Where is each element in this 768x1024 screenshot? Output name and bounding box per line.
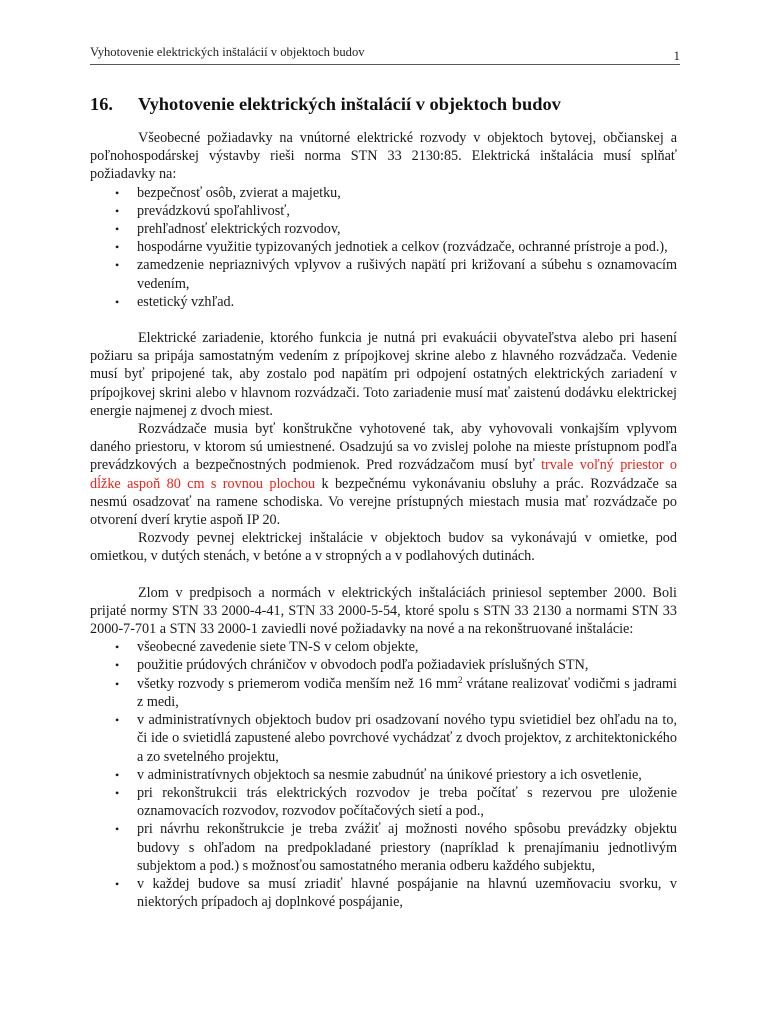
- list-item-text: bezpečnosť osôb, zvierat a majetku,: [137, 184, 341, 201]
- chapter-number: 16.: [90, 94, 113, 114]
- bullet-icon: •: [115, 876, 120, 891]
- running-title: Vyhotovenie elektrických inštalácií v objektoch budov: [90, 45, 365, 59]
- list-item-text: hospodárne využitie typizovaných jednotiek a celkov (rozvádzače, ochranné prístroje a pod.),: [137, 239, 668, 256]
- running-header: [90, 44, 680, 64]
- list-item-text: v každej budove sa musí zriadiť hlavné pospájanie na hlavnú uzemňovaciu svorku, v niektorých prípadoch aj doplnkové pospájanie,: [137, 875, 677, 911]
- list-item: [90, 820, 677, 875]
- paragraph-general-requirements: Všeobecné požiadavky na vnútorné elektrické rozvody v objektoch bytovej, občianskej a poľnohospodárskej výstavby rieši norma STN 33 2130:85. Elektrická inštalácia musí splňať požiadavky na:: [90, 130, 677, 183]
- list-item: [90, 220, 677, 238]
- bullet-icon: •: [115, 658, 120, 673]
- paragraph-fixed-wiring: Rozvody pevnej elektrickej inštalácie v objektoch budov sa vykonávajú v omietke, pod omietkou, v dutých stenách, v betóne a v stropných a v podlahových dutinách.: [90, 530, 677, 565]
- paragraph-standards-change: Zlom v predpisoch a normách v elektrických inštaláciách priniesol september 2000. Boli prijaté normy STN 33 2000-4-41, STN 33 2000-5-54, ktoré spolu s STN 33 2130 a normami STN 33 2000-7-701 a STN 33 2000-1 zaviedli nové požiadavky na nové a na rekonštruované inštalácie:: [90, 584, 677, 638]
- list-item-text: použitie prúdových chráničov v obvodoch podľa požiadaviek príslušných STN,: [137, 657, 589, 674]
- list-item: [90, 202, 677, 220]
- bullet-icon: •: [115, 240, 120, 255]
- paragraph-switchboards: [90, 420, 677, 529]
- list-item-text: zamedzenie nepriaznivých vplyvov a rušivých napätí pri križovaní a súbehu s oznamovacím vedením,: [137, 257, 677, 292]
- bullet-icon: •: [115, 713, 120, 728]
- document-body: [90, 129, 677, 911]
- switchboards-text-start: Rozvádzače musia byť konštrukčne vyhotovené tak, aby vyhovovali vonkajším vplyvom daného priestoru, v ktorom sú umiestnené. Osadzujú sa vo zvislej polohe na mieste prístupnom podľa prevádzkových a bezpečnostných podmienok. Pred rozvádzačom musí byť: [90, 421, 677, 474]
- chapter-heading: [90, 92, 690, 116]
- list-item-text: vrátane realizovať vodičmi s jadrami z medi,: [137, 675, 677, 710]
- bullet-icon: •: [115, 203, 120, 218]
- header-divider: [90, 64, 680, 65]
- list-item: [90, 675, 677, 711]
- bullet-icon: •: [115, 676, 120, 691]
- list-item-text: v administratívnych objektoch sa nesmie zabudnúť na únikové priestory a ich osvetlenie,: [137, 766, 642, 783]
- list-item-text: pri rekonštrukcii trás elektrických rozvodov je treba počítať s rezervou pre uloženie oznamovacích rozvodov, rozvodov počítačových sietí a pod.,: [137, 784, 677, 820]
- list-item: [90, 711, 677, 766]
- paragraph-gap: [90, 566, 677, 584]
- paragraph-gap: [90, 311, 677, 329]
- list-item: [90, 784, 677, 820]
- list-item: [90, 293, 677, 311]
- bullet-icon: •: [115, 185, 120, 200]
- list-item: [90, 638, 677, 656]
- bullet-icon: •: [115, 294, 120, 309]
- list-item: [90, 875, 677, 911]
- paragraph-evacuation-equipment: Elektrické zariadenie, ktorého funkcia je nutná pri evakuácii obyvateľstva alebo pri hasení požiaru sa pripája samostatným vedením z prípojkovej skrine alebo z hlavného rozvádzača. Vedenie musí byť pripojené tak, aby zostalo pod napätím pri odpojení ostatných elektrických zariadení v prípojkovej skrini alebo v hlavnom rozvádzači. Toto zariadenie musí mať zaistenú dodávku elektrickej energie najmenej z dvoch miest.: [90, 330, 677, 419]
- list-item: [90, 256, 677, 292]
- list-item-text: v administratívnych objektoch budov pri osadzovaní nového typu svietidiel bez ohľadu na to, či ide o svietidlá zapustené alebo povrchové vychádzať z dvoch projektov, z architektonického a zo svetelného projektu,: [137, 712, 677, 765]
- new-requirements-list: [90, 638, 677, 911]
- list-item-text: prehľadnosť elektrických rozvodov,: [137, 221, 341, 238]
- bullet-icon: •: [115, 822, 120, 837]
- list-item: [90, 656, 677, 674]
- chapter-title: Vyhotovenie elektrických inštalácií v objektoch budov: [138, 94, 561, 114]
- list-item-text: prevádzkovú spoľahlivosť,: [137, 202, 290, 219]
- requirements-list: [90, 184, 677, 311]
- list-item: [90, 238, 677, 256]
- list-item-text: pri návrhu rekonštrukcie je treba zvážiť aj možnosti nového spôsobu prevádzky objektu budovy s ohľadom na predpokladané priestory (napríklad k prenajímaniu jednotlivým subjektom a pod.) s možnosťou samostatného merania odberu každého subjektu,: [137, 821, 677, 874]
- list-item-text: všeobecné zavedenie siete TN-S v celom objekte,: [137, 639, 419, 656]
- bullet-icon: •: [115, 640, 120, 655]
- page-number: 1: [673, 48, 680, 63]
- bullet-icon: •: [115, 258, 120, 273]
- list-item-text: estetický vzhľad.: [137, 293, 235, 310]
- list-item: [90, 766, 677, 784]
- bullet-icon: •: [115, 222, 120, 237]
- free-space-highlight: trvale voľný priestor o dĺžke aspoň 80 cm s rovnou plochou: [90, 457, 677, 492]
- list-item-text: všetky rozvody s priemerom vodiča menším než 16 mm: [137, 675, 458, 692]
- superscript: 2: [457, 674, 463, 685]
- bullet-icon: •: [115, 785, 120, 800]
- bullet-icon: •: [115, 767, 120, 782]
- switchboards-text-end: k bezpečnému vykonávaniu obsluhy a prác. Rozvádzače sa nesmú osadzovať na ramene schodiska. Vo verejne prístupných miestach musia mať rozvádzače po otvorení dverí krytie aspoň IP 20.: [90, 475, 678, 529]
- list-item: [90, 184, 677, 202]
